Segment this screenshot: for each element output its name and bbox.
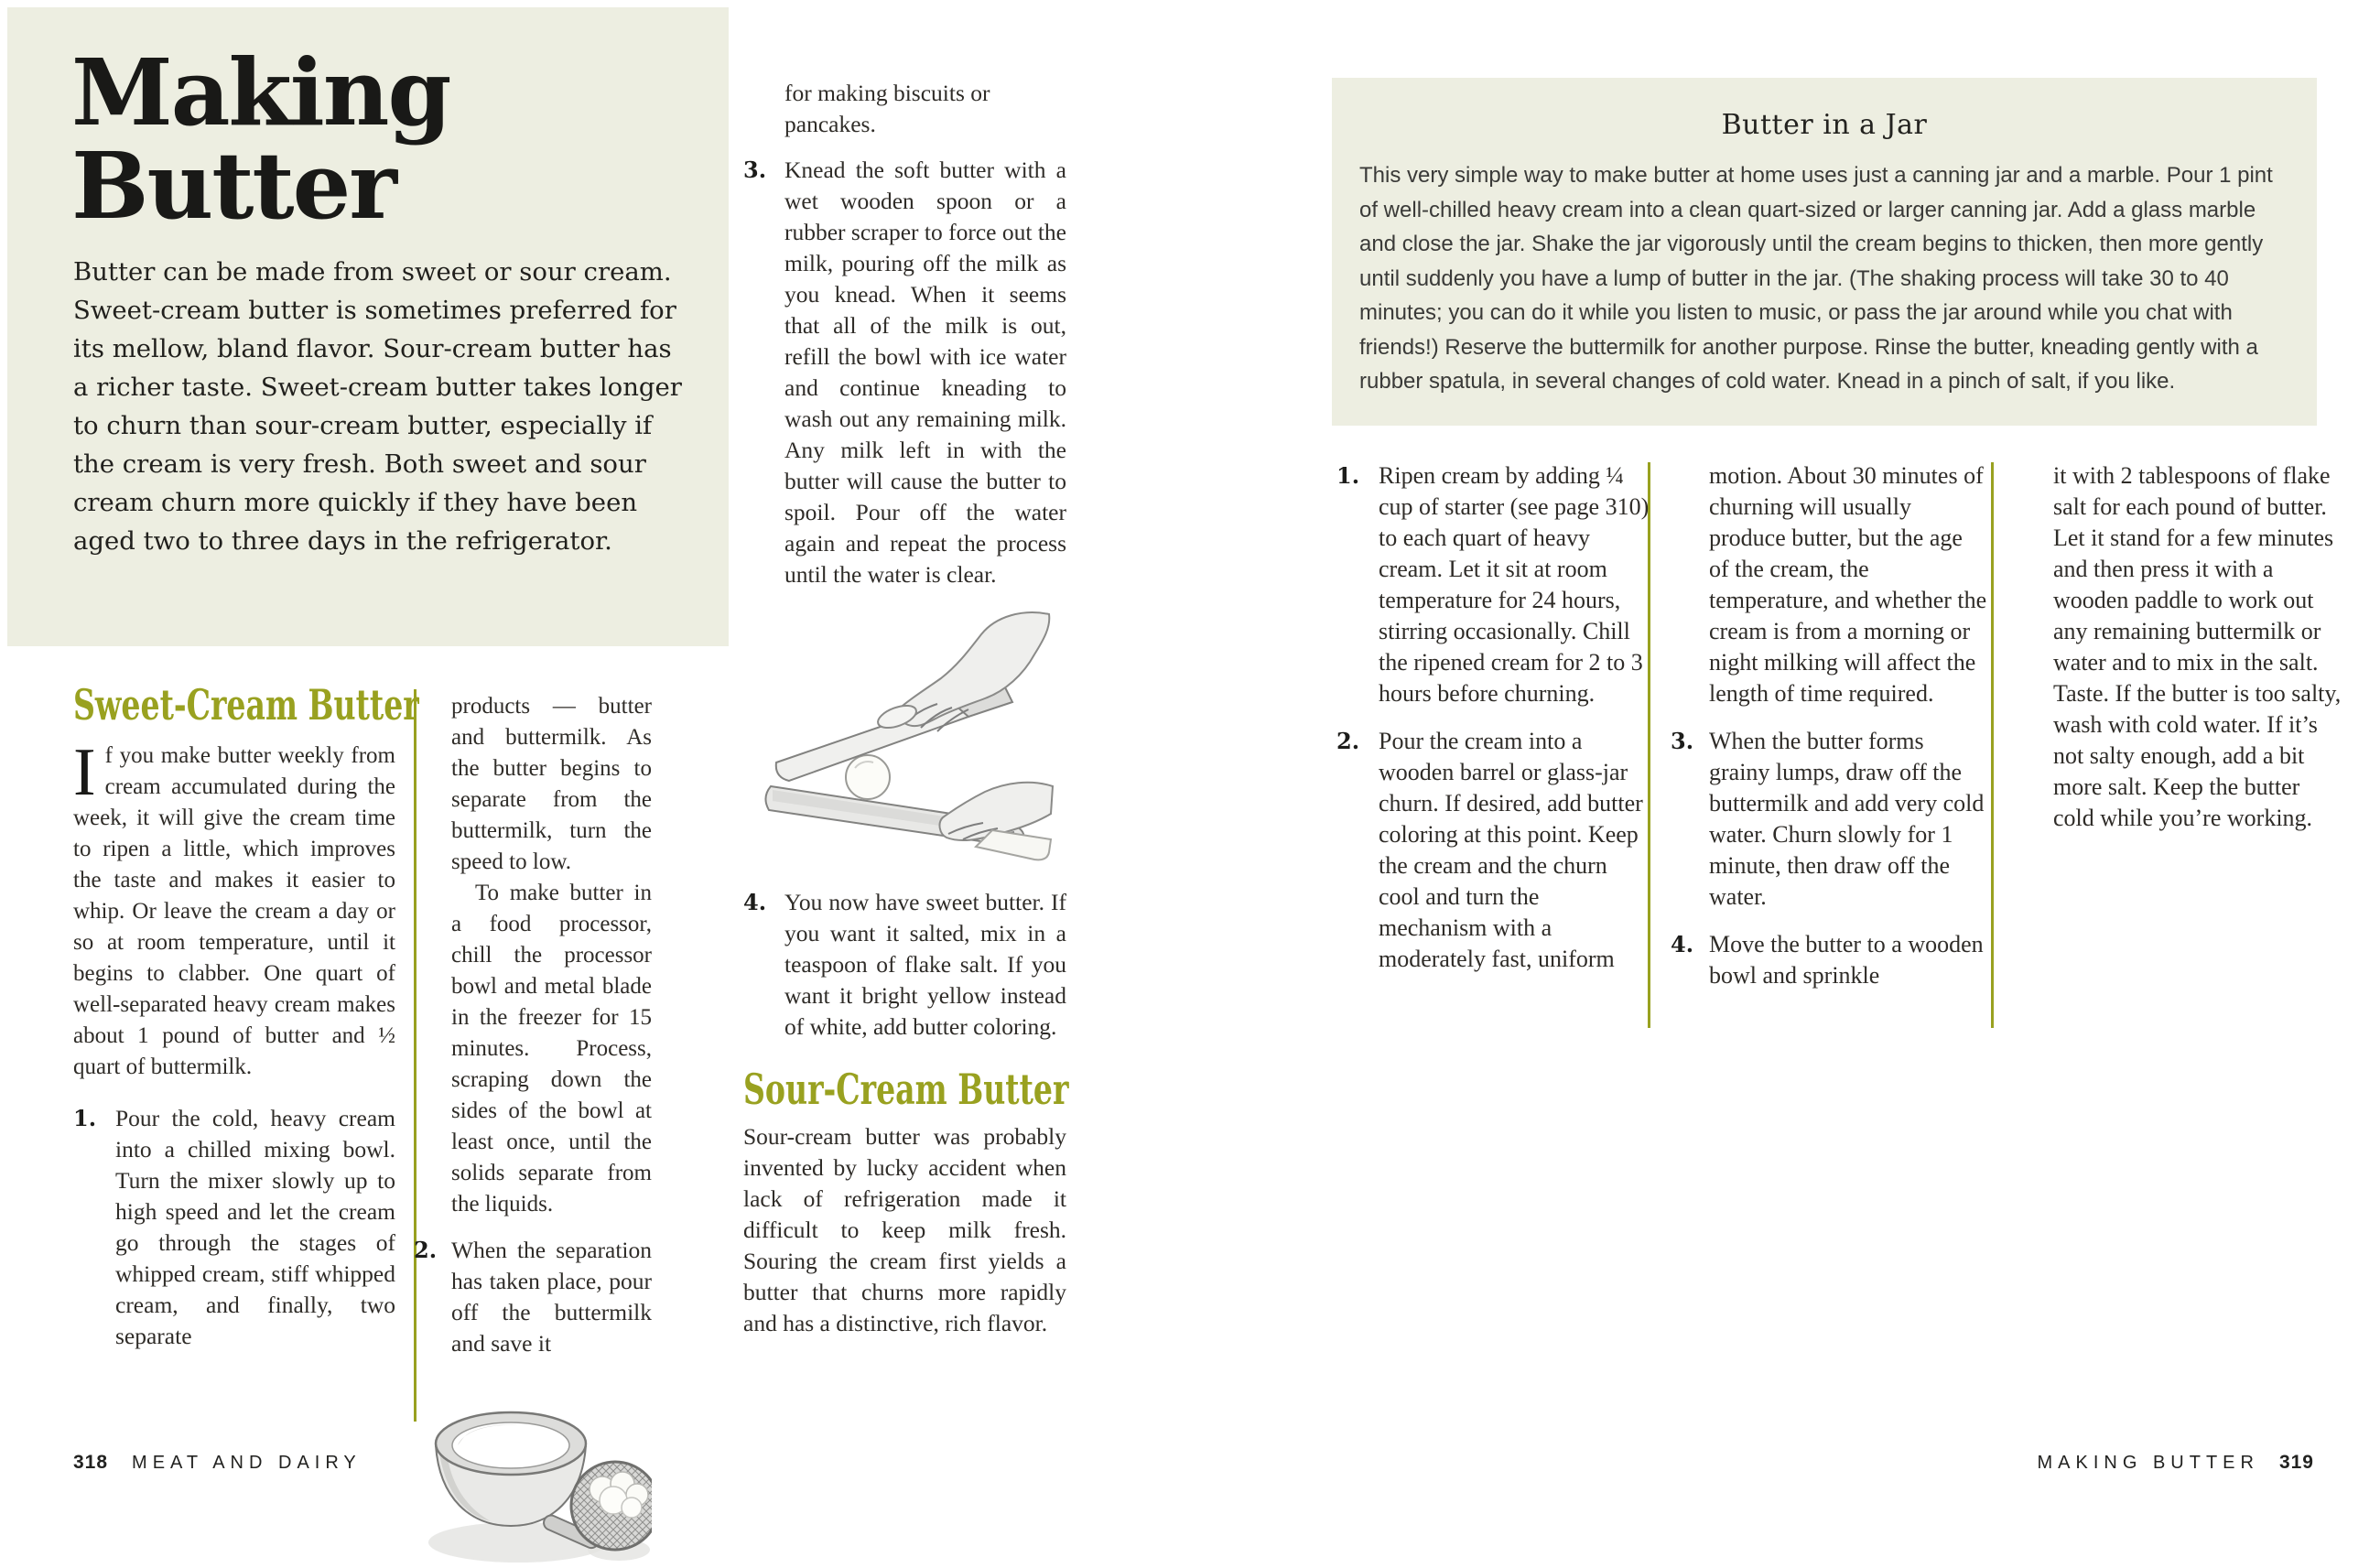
- sweet-step-2: [414, 1235, 652, 1359]
- jar-box-title: Butter in a Jar: [1721, 109, 1928, 141]
- step-number: 3.: [1671, 728, 1694, 754]
- sour-cream-heading: Sour-Cream Butter: [743, 1065, 1069, 1114]
- page-title-line1: Making: [71, 38, 450, 146]
- sour-cream-lead: Sour-cream butter was probably invented by lucky accident when lack of refrigeration made it difficult to keep milk fresh. Souring the cream first yields a butter that churns more rapidly and has a distinctive, rich flavor.: [743, 1123, 1066, 1336]
- sweet-cream-column-2: [414, 691, 652, 1568]
- sweet-step-4: [743, 887, 1066, 1043]
- sweet-cream-column-1: [73, 680, 419, 1352]
- butter-in-a-jar-box: [1332, 78, 2317, 426]
- sweet-step-1: [73, 1103, 395, 1352]
- jar-box-body: This very simple way to make butter at home uses just a canning jar and a marble. Pour 1 pint of well-chilled heavy cream into a clean quart-sized or larger canning jar. Add a glass marble and close the jar. Shake the jar vigorously until the cream begins to thicken, then more gently until suddenly you have a lump of butter in the jar. (The shaking process will take 30 to 40 minutes; you can do it while you listen to music, or pass the jar around while you chat with friends!) Reserve the buttermilk for another purpose. Rinse the butter, kneading gently with a rubber spatula, in several changes of cold water. Knead in a pinch of salt, if you like.: [1359, 163, 2273, 394]
- sweet-step-3: [743, 155, 1066, 590]
- right-footer: [2038, 1452, 2315, 1474]
- sweet-cream-column-3: [743, 78, 1069, 1339]
- food-processor-paragraph: To make butter in a food processor, chill the processor bowl and metal blade in the freezer for 15 minutes. Process, scraping down the sides of the bowl at least once, until the solids separate from the liquids.: [451, 881, 652, 1217]
- step-number: 3.: [743, 157, 767, 183]
- right-page-number: 319: [2278, 1452, 2314, 1473]
- sweet-cream-lead-text: f you make butter weekly from cream accumulated during the week, it will give the cream time to ripen a little, which improves the taste and makes it easier to whip. Or leave the cream a day or so at room temperature, until it begins to clabber. One quart of well-separated heavy cream makes about 1 pound of butter and ½ quart of buttermilk.: [73, 743, 395, 1079]
- churn-step-4: [1671, 929, 1988, 991]
- step-number: 4.: [743, 889, 767, 915]
- continuation-paragraph: products — butter and buttermilk. As the butter begins to separate from the buttermilk, turn the speed to low.: [451, 694, 652, 874]
- churn-continuation: motion. About 30 minutes of churning will usually produce butter, but the age of the cream, the temperature, and whether the cream is from a morning or night milking will affect the length of time required.: [1709, 462, 1987, 707]
- salt-continuation: it with 2 tablespoons of flake salt for each pound of butter. Let it stand for a few minutes and then press it with a wooden paddle to work out any remaining buttermilk or water and to mix in the salt. Taste. If the butter is too salty, wash with cold water. If it’s not salty enough, add a bit more salt. Keep the butter cold while you’re working.: [2053, 462, 2342, 831]
- bowl-inner: [452, 1422, 569, 1468]
- step-text: You now have sweet butter. If you want it salted, mix in a teaspoon of flake salt. If you want it bright yellow instead of white, add butter coloring.: [784, 889, 1066, 1040]
- page-title-line2: Butter: [71, 132, 395, 240]
- butter-pat: [976, 830, 1051, 860]
- step-text: Move the butter to a wooden bowl and sprinkle: [1709, 931, 1984, 989]
- churn-step-1: [1336, 460, 1650, 709]
- churn-column-2: [1671, 460, 1988, 991]
- churn-step-3: [1671, 726, 1988, 913]
- left-running-head: MEAT AND DAIRY: [132, 1453, 362, 1473]
- sweet-cream-continuation: [414, 691, 652, 1220]
- churn-step-2: [1336, 726, 1650, 975]
- churn-column-1: [1336, 460, 1650, 975]
- bowl-strainer-illustration: [427, 1379, 652, 1568]
- page-title: [71, 38, 450, 240]
- sweet-cream-heading: Sweet-Cream Butter: [73, 680, 419, 730]
- step-text: When the butter forms grainy lumps, draw off the buttermilk and add very cold water. Churn slowly for 1 minute, then draw off the water.: [1709, 728, 1985, 910]
- left-footer: [73, 1452, 362, 1474]
- bottom-hand: [940, 783, 1053, 860]
- chapter-intro: Butter can be made from sweet or sour cream. Sweet-cream butter is sometimes preferred for its mellow, bland flavor. Sour-cream butter has a richer taste. Sweet-cream butter takes longer to churn than sour-cream butter, especially if the cream is very fresh. Both sweet and sour cream churn more quickly if they have been aged two to three days in the refrigerator.: [73, 257, 682, 556]
- step-number: 4.: [1671, 931, 1694, 957]
- churn-column-3: [2053, 460, 2342, 834]
- step-number: 2.: [1336, 728, 1360, 754]
- step-text: Knead the soft butter with a wet wooden spoon or a rubber scraper to force out the milk, pouring off the milk as you knead. When it seems that all of the milk is out, refill the bowl with ice water and continue kneading to wash out any remaining milk. Any milk left in with the butter will cause the butter to spoil. Pour off the water again and repeat the process until the water is clear.: [784, 157, 1066, 588]
- right-running-head: MAKING BUTTER: [2037, 1453, 2259, 1473]
- drop-cap: I: [73, 735, 96, 810]
- column-rule: [1991, 462, 1994, 1028]
- step-number: 1.: [73, 1105, 97, 1131]
- step-number: 1.: [1336, 462, 1360, 489]
- sweet-cream-lead: [73, 735, 395, 1083]
- step-text: Ripen cream by adding ¼ cup of starter (see page 310) to each quart of heavy cream. Let it sit at room temperature for 24 hours, stirring occasionally. Chill the ripened cream for 2 to 3 hours before churning.: [1379, 462, 1650, 707]
- left-page-number: 318: [73, 1452, 109, 1473]
- step-number: 2.: [414, 1237, 438, 1263]
- step-text: Pour the cold, heavy cream into a chilled mixing bowl. Turn the mixer slowly up to high speed and let the cream go through the stages of whipped cream, stiff whipped cream, and finally, two separate: [115, 1105, 395, 1349]
- biscuits-continuation: for making biscuits or pancakes.: [784, 80, 990, 137]
- step-text: When the separation has taken place, pour off the buttermilk and save it: [451, 1237, 652, 1357]
- butter-paddles-illustration: [760, 607, 1055, 872]
- step-text: Pour the cream into a wooden barrel or glass-jar churn. If desired, add butter coloring at this point. Keep the cream and the churn cool and turn the mechanism with a moderately fast, uniform: [1379, 728, 1643, 972]
